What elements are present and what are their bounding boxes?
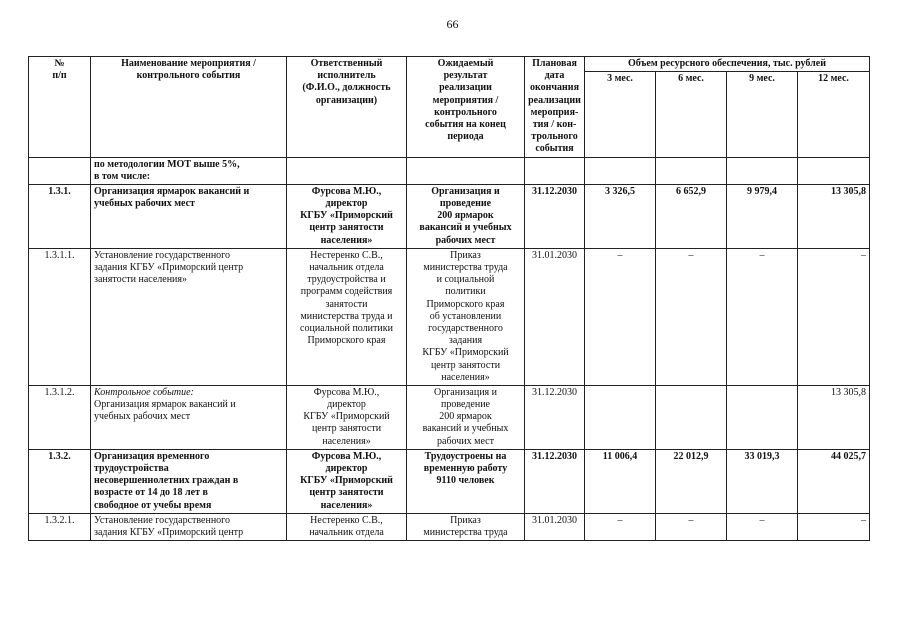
cell-responsible: Фурсова М.Ю., директор КГБУ «Приморский центр занятости населения»: [287, 184, 407, 248]
action-plan-table: [28, 56, 870, 541]
cell-name: Организация временного трудоустройства несовершеннолетних граждан в возрасте от 14 до 18 лет в свободное от учебы время: [91, 449, 287, 513]
cell-num: 1.3.2.: [29, 449, 91, 513]
cell-12m: [798, 157, 870, 184]
cell-num: 1.3.1.2.: [29, 385, 91, 449]
event-name: Организация ярмарок вакансий и учебных рабочих мест: [94, 399, 236, 423]
cell-expected: Приказ министерства труда и социальной политики Приморского края об установлении государственного задания КГБУ «Приморский центр занятости населения»: [407, 248, 525, 385]
cell-9m: 33 019,3: [727, 449, 798, 513]
header-12m: 12 мес.: [798, 72, 870, 157]
table-body: [29, 157, 870, 541]
cell-6m: [656, 157, 727, 184]
header-9m: 9 мес.: [727, 72, 798, 157]
control-event-label: Контрольное событие:: [94, 386, 194, 398]
cell-3m: 11 006,4: [585, 449, 656, 513]
cell-3m: –: [585, 248, 656, 385]
cell-name: по методологии МОТ выше 5%, в том числе:: [91, 157, 287, 184]
header-expected: Ожидаемый результат реализации мероприятия / контрольного события на конец периода: [407, 57, 525, 158]
cell-expected: Организация и проведение 200 ярмарок вакансий и учебных рабочих мест: [407, 385, 525, 449]
cell-date: 31.12.2030: [525, 449, 585, 513]
cell-6m: 6 652,9: [656, 184, 727, 248]
cell-date: 31.01.2030: [525, 248, 585, 385]
cell-6m: [656, 385, 727, 449]
cell-responsible: [287, 157, 407, 184]
cell-expected: Трудоустроены на временную работу 9110 человек: [407, 449, 525, 513]
cell-expected: Приказ министерства труда: [407, 513, 525, 540]
cell-num: [29, 157, 91, 184]
cell-num: 1.3.2.1.: [29, 513, 91, 540]
header-name: Наименование мероприятия / контрольного события: [91, 57, 287, 158]
cell-6m: 22 012,9: [656, 449, 727, 513]
cell-12m: 13 305,8: [798, 385, 870, 449]
cell-3m: [585, 157, 656, 184]
cell-12m: 13 305,8: [798, 184, 870, 248]
cell-12m: –: [798, 513, 870, 540]
table-row: [29, 157, 870, 184]
cell-date: 31.12.2030: [525, 385, 585, 449]
page-number: 66: [446, 17, 459, 31]
cell-9m: –: [727, 513, 798, 540]
cell-date: 31.12.2030: [525, 184, 585, 248]
cell-6m: –: [656, 513, 727, 540]
table-row: [29, 449, 870, 513]
header-num: № п/п: [29, 57, 91, 158]
header-3m: 3 мес.: [585, 72, 656, 157]
cell-name: Организация ярмарок вакансий и учебных рабочих мест: [91, 184, 287, 248]
cell-9m: [727, 157, 798, 184]
table-row: [29, 248, 870, 385]
header-6m: 6 мес.: [656, 72, 727, 157]
cell-date: 31.01.2030: [525, 513, 585, 540]
cell-6m: –: [656, 248, 727, 385]
header-responsible: Ответственный исполнитель (Ф.И.О., должность организации): [287, 57, 407, 158]
cell-9m: 9 979,4: [727, 184, 798, 248]
cell-responsible: Фурсова М.Ю., директор КГБУ «Приморский центр занятости населения»: [287, 449, 407, 513]
cell-3m: –: [585, 513, 656, 540]
cell-9m: [727, 385, 798, 449]
header-resources: Объем ресурсного обеспечения, тыс. рублей: [585, 57, 870, 72]
cell-3m: [585, 385, 656, 449]
cell-12m: 44 025,7: [798, 449, 870, 513]
header-planned-date: Плановая дата окончания реализации мероприя- тия / кон- трольного события: [525, 57, 585, 158]
cell-expected: Организация и проведение 200 ярмарок вакансий и учебных рабочих мест: [407, 184, 525, 248]
cell-9m: –: [727, 248, 798, 385]
table-row: [29, 385, 870, 449]
cell-num: 1.3.1.: [29, 184, 91, 248]
cell-3m: 3 326,5: [585, 184, 656, 248]
cell-responsible: Нестеренко С.В., начальник отдела: [287, 513, 407, 540]
table-row: [29, 513, 870, 540]
cell-name: [91, 385, 287, 449]
cell-num: 1.3.1.1.: [29, 248, 91, 385]
cell-date: [525, 157, 585, 184]
table-row: [29, 184, 870, 248]
cell-name: Установление государственного задания КГБУ «Приморский центр занятости населения»: [91, 248, 287, 385]
cell-expected: [407, 157, 525, 184]
cell-responsible: Нестеренко С.В., начальник отдела трудоустройства и программ содействия занятости министерства труда и социальной политики Приморского края: [287, 248, 407, 385]
cell-name: Установление государственного задания КГБУ «Приморский центр: [91, 513, 287, 540]
cell-responsible: Фурсова М.Ю., директор КГБУ «Приморский центр занятости населения»: [287, 385, 407, 449]
cell-12m: –: [798, 248, 870, 385]
